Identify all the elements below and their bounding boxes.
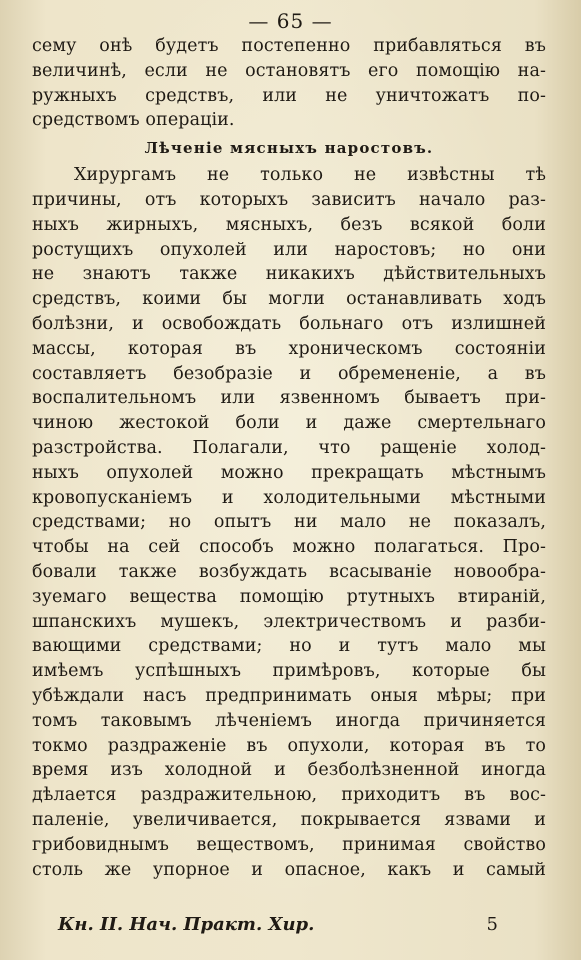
text-line: время изъ холодной и безболѣзненной иногда xyxy=(32,760,546,781)
text-line: средствами; но опытъ ни мало не показалъ, xyxy=(32,512,546,533)
text-line: величинѣ, если не остановятъ его помощію на- xyxy=(32,60,546,81)
text-line: ростущихъ опухолей или наростовъ; но они xyxy=(32,239,546,260)
text-line: паленіе, увеличивается, покрывается язвами и xyxy=(32,809,546,830)
text-line: чтобы на сей способъ можно полагаться. Про- xyxy=(32,537,546,558)
text-line: токмо раздраженіе въ опухоли, которая въ то xyxy=(32,735,546,756)
body-text xyxy=(32,34,546,882)
text-line: составляетъ безобразіе и обремененіе, а въ xyxy=(32,363,546,384)
text-line: средствъ, коими бы могли останавливать ходъ xyxy=(32,289,546,310)
text-line: не знаютъ также никакихъ дѣйствительныхъ xyxy=(32,264,546,285)
text-line: вающими средствами; но и тутъ мало мы xyxy=(32,636,546,657)
text-line: средствомъ операціи. xyxy=(32,110,235,131)
page-number: — 65 — xyxy=(248,9,333,33)
text-line: томъ таковымъ лѣченіемъ иногда причиняется xyxy=(32,710,546,731)
section-heading: Лѣченіе мясныхъ наростовъ. xyxy=(144,139,434,158)
text-line: ныхъ опухолей можно прекращать мѣстнымъ xyxy=(32,462,546,483)
signature-number: 5 xyxy=(486,914,498,935)
text-line: чиною жестокой боли и даже смертельнаго xyxy=(32,413,546,434)
text-line: воспалительномъ или язвенномъ бываетъ при- xyxy=(32,388,546,409)
text-line: ружныхъ средствъ, или не уничтожатъ по- xyxy=(32,85,546,106)
text-line: убѣждали насъ предпринимать оныя мѣры; при xyxy=(32,685,546,706)
text-line: зуемаго вещества помощію ртутныхъ втираній, xyxy=(32,586,546,607)
text-line: столь же упорное и опасное, какъ и самый xyxy=(32,859,546,880)
text-line: дѣлается раздражительною, приходитъ въ вос- xyxy=(32,785,546,806)
text-line: ныхъ жирныхъ, мясныхъ, безъ всякой боли xyxy=(32,214,546,235)
signature-mark: Кн. II. Нач. Практ. Хир. xyxy=(58,914,315,935)
text-line: бовали также возбуждать всасываніе новообра- xyxy=(32,561,546,582)
text-line: массы, которая въ хроническомъ состояніи xyxy=(32,338,546,359)
text-line: сему онѣ будетъ постепенно прибавляться въ xyxy=(32,36,546,56)
text-line: шпанскихъ мушекъ, электричествомъ и разби- xyxy=(32,611,546,632)
page-footer xyxy=(58,914,498,940)
text-line: разстройства. Полагали, что ращеніе холод- xyxy=(32,437,546,458)
text-line: Хирургамъ не только не извѣстны тѣ xyxy=(74,165,546,186)
text-line: грибовиднымъ веществомъ, принимая свойство xyxy=(32,834,546,855)
text-line: имѣемъ успѣшныхъ примѣровъ, которые бы xyxy=(32,661,546,682)
text-line: кровопусканіемъ и холодительными мѣстными xyxy=(32,487,546,508)
text-line: причины, отъ которыхъ зависитъ начало раз- xyxy=(32,189,546,210)
text-line: болѣзни, и освобождать больнаго отъ излишней xyxy=(32,313,546,334)
